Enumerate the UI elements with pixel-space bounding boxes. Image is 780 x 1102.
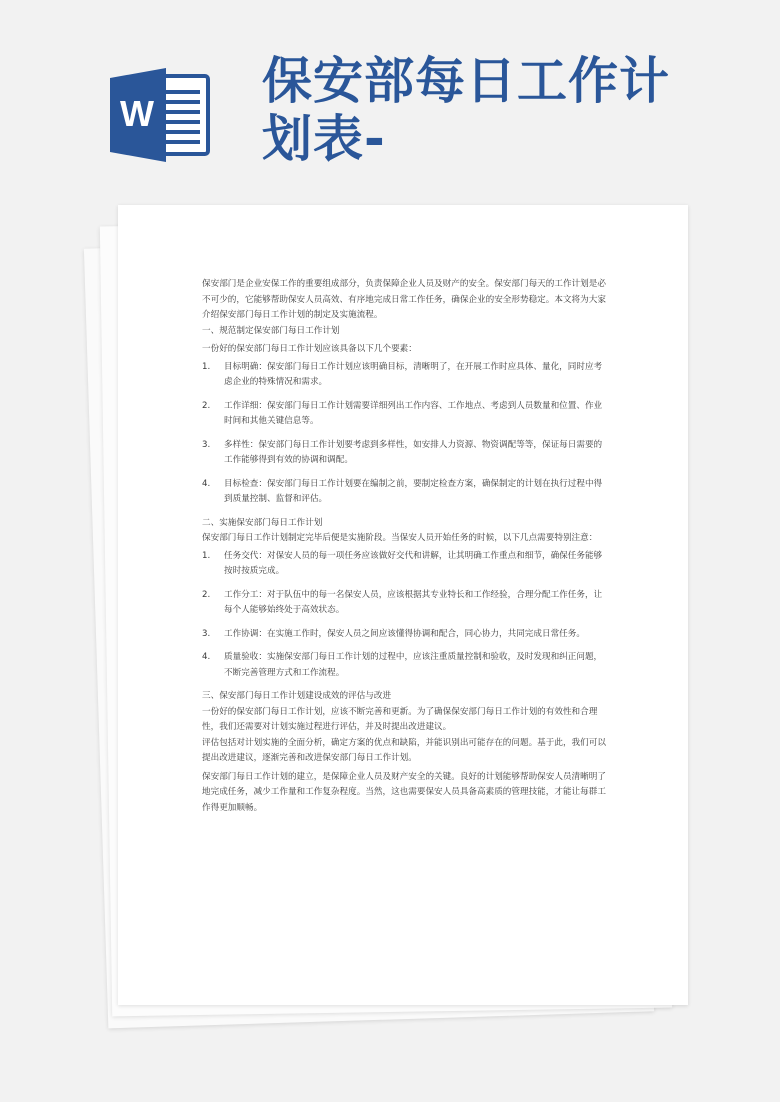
section-paragraph: 评估包括对计划实施的全面分析，确定方案的优点和缺陷，并能识别出可能存在的问题。基于此，我们可以提出改进建议，逐渐完善和改进保安部门每日工作计划。 [202,737,606,763]
list-item-text: 工作协调：在实施工作时，保安人员之间应该懂得协调和配合，同心协力，共同完成日常任务。 [224,628,585,639]
list-item-number: 1. [202,361,211,372]
word-letter: W [120,93,154,134]
list-item-number: 4. [202,478,211,489]
list-item [202,650,606,681]
word-icon [110,68,210,162]
section-heading: 一、规范制定保安部门每日工作计划 [202,325,340,336]
section-lead: 一份好的保安部门每日工作计划应该具备以下几个要素： [202,344,417,354]
list-item-number: 2. [202,589,211,600]
section-heading: 三、保安部门每日工作计划建设成效的评估与改进 [202,691,392,701]
list-item [202,627,606,643]
list-item-text: 目标明确：保安部门每日工作计划应该明确目标，清晰明了，在开展工作时应具体、量化，同时应考虑企业的特殊情况和需求。 [224,361,603,387]
list-item-text: 多样性：保安部门每日工作计划要考虑到多样性，如安排人力资源、物资调配等等，保证每日需要的工作能够得到有效的协调和调配。 [224,439,603,465]
section-paragraph: 一份好的保安部门每日工作计划，应该不断完善和更新。为了确保保安部门每日工作计划的有效性和合理性，我们还需要对计划实施过程进行评估，并及时提出改进建议。 [202,706,598,732]
section-2-list [202,549,606,682]
page-title [262,52,762,168]
list-item-number: 1. [202,550,211,561]
list-item-text: 工作分工：对于队伍中的每一名保安人员，应该根据其专业特长和工作经验，合理分配工作任务，让每个人能够始终处于高效状态。 [224,589,603,615]
list-item-text: 目标检查：保安部门每日工作计划要在编制之前，要制定检查方案，确保制定的计划在执行过程中得到质量控制、监督和评估。 [224,478,603,504]
list-item-text: 质量验收：实施保安部门每日工作计划的过程中，应该注重质量控制和验收，及时发现和纠正问题，不断完善管理方式和工作流程。 [224,652,603,678]
title-line-2: 划表- [262,110,386,168]
list-item [202,549,606,580]
list-item [202,588,606,619]
list-item-number: 3. [202,628,211,639]
document-body [202,277,606,816]
list-item [202,399,606,430]
intro-paragraph: 保安部门是企业安保工作的重要组成部分，负责保障企业人员及财产的安全。保安部门每天的工作计划是必不可少的，它能够帮助保安人员高效、有序地完成日常工作任务，确保企业的安全形势稳定。本文将为大家介绍保安部门每日工作计划的制定及实施流程。 [202,279,606,320]
list-item [202,438,606,469]
conclusion-paragraph: 保安部门每日工作计划的建立，是保障企业人员及财产安全的关键。良好的计划能够帮助保安人员清晰明了地完成任务，减少工作量和工作复杂程度。当然，这也需要保安人员具备高素质的管理技能，才能让每群工作得更加顺畅。 [202,771,606,813]
list-item-number: 4. [202,652,211,662]
section-heading: 二、实施保安部门每日工作计划 [202,517,323,528]
list-item-text: 任务交代：对保安人员的每一项任务应该做好交代和讲解，让其明确工作重点和细节，确保任务能够按时按质完成。 [224,550,603,576]
list-item-number: 2. [202,400,211,411]
list-item [202,477,606,508]
section-lead: 保安部门每日工作计划制定完毕后便是实施阶段。当保安人员开始任务的时候，以下几点需要特别注意： [202,533,598,543]
section-1-list [202,360,606,508]
list-item-number: 3. [202,439,211,450]
list-item [202,360,606,391]
title-line-1: 保安部每日工作计 [262,52,670,110]
list-item-text: 工作详细：保安部门每日工作计划需要详细列出工作内容、工作地点、考虑到人员数量和位置、作业时间和其他关键信息等。 [224,400,603,426]
